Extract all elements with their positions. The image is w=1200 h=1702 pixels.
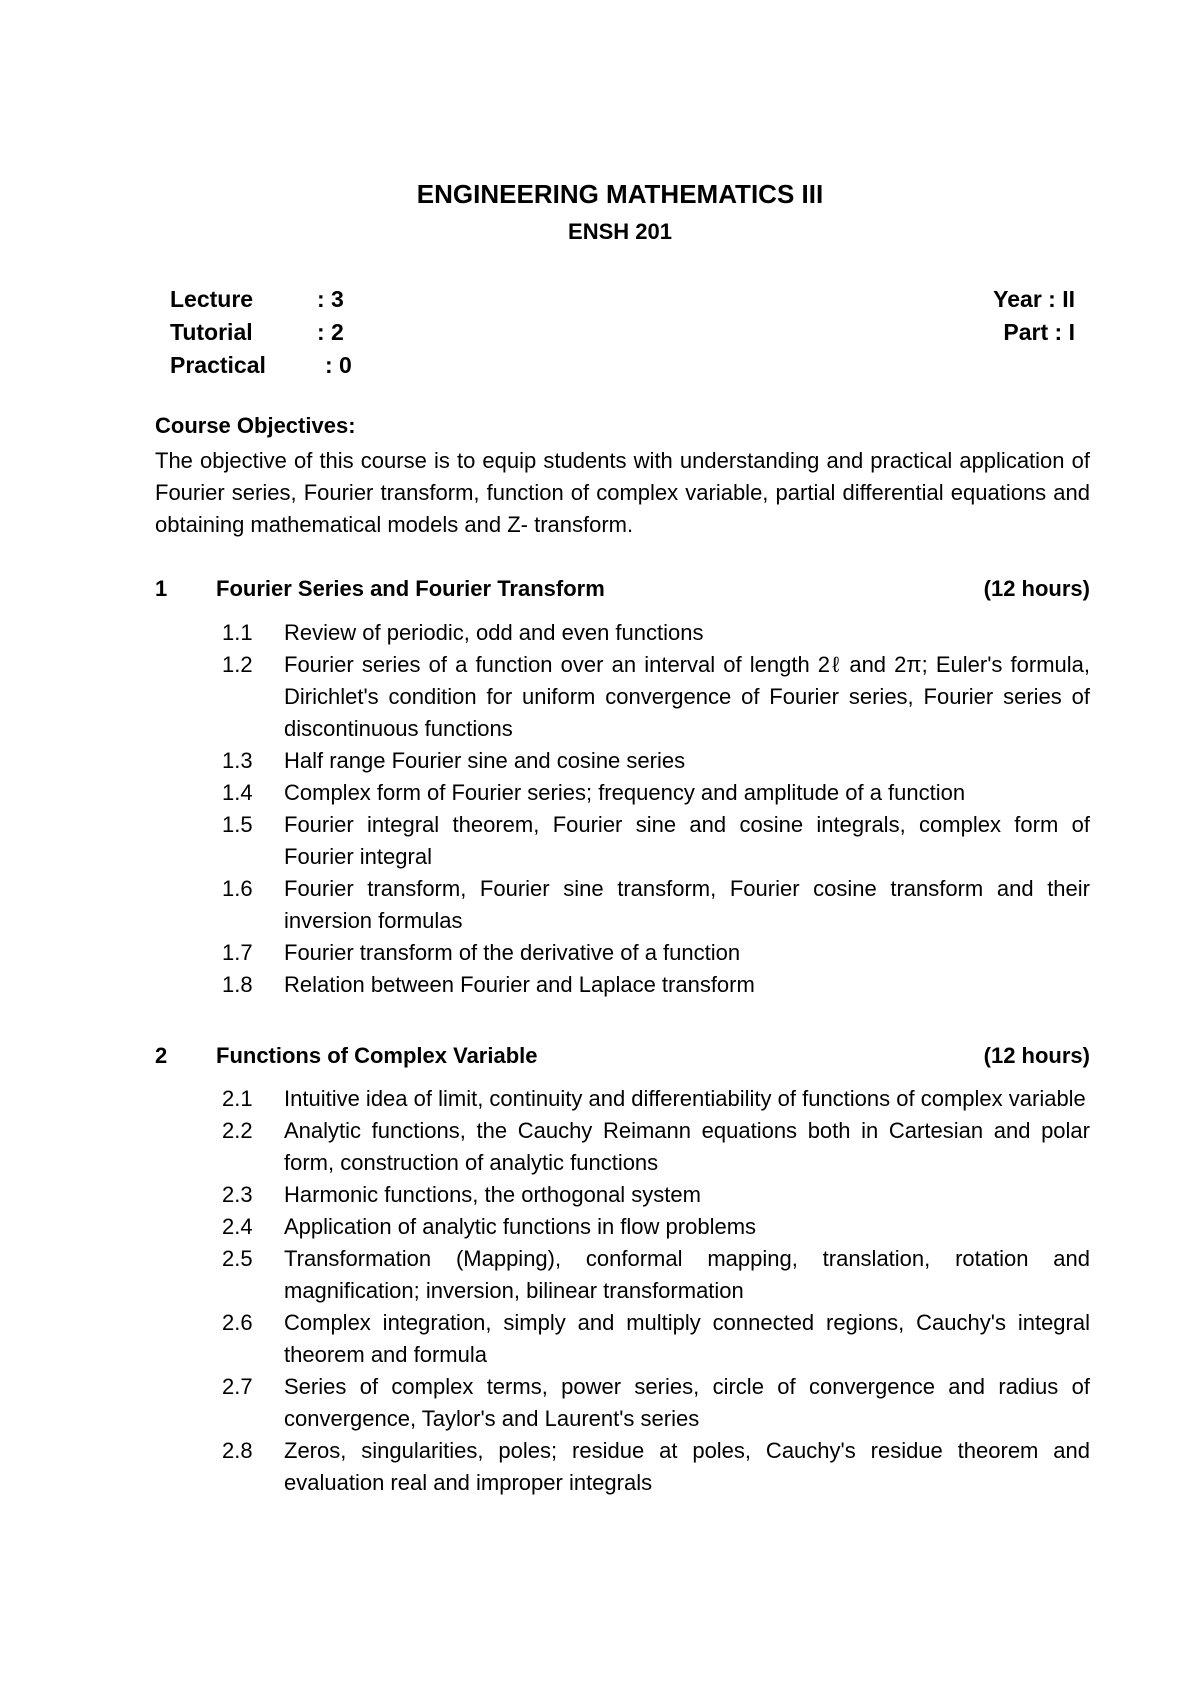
unit-items-list [222, 1083, 1090, 1499]
list-item [222, 969, 1090, 1001]
year-info: Year : II [993, 286, 1075, 312]
objectives-heading: Course Objectives: [155, 413, 356, 438]
list-item [222, 1179, 1090, 1211]
item-number: 2.4 [222, 1214, 253, 1239]
unit-title: Functions of Complex Variable [216, 1043, 538, 1068]
item-number: 2.7 [222, 1374, 253, 1399]
course-code: ENSH 201 [568, 219, 672, 244]
item-number: 2.2 [222, 1118, 253, 1143]
list-item [222, 777, 1090, 809]
item-number: 1.7 [222, 940, 253, 965]
item-number: 1.1 [222, 620, 253, 645]
list-item [222, 1435, 1090, 1499]
item-number: 1.2 [222, 652, 253, 677]
list-item [222, 809, 1090, 873]
list-item [222, 745, 1090, 777]
lecture-value: : 3 [317, 286, 344, 312]
part-info: Part : I [1003, 319, 1075, 345]
item-text: Transformation (Mapping), conformal mapping, translation, rotation and magnification; inversion, bilinear transformation [284, 1246, 1090, 1303]
item-number: 1.6 [222, 876, 253, 901]
item-text: Fourier transform of the derivative of a function [284, 940, 741, 965]
item-number: 2.6 [222, 1310, 253, 1335]
lecture-label: Lecture [170, 286, 254, 312]
item-text: Harmonic functions, the orthogonal system [284, 1182, 701, 1207]
list-item [222, 1371, 1090, 1435]
page-title: ENGINEERING MATHEMATICS III [416, 179, 824, 209]
item-number: 1.8 [222, 972, 253, 997]
item-number: 1.3 [222, 748, 253, 773]
practical-value: : 0 [325, 352, 352, 378]
item-text: Application of analytic functions in flow problems [284, 1214, 757, 1239]
item-text: Relation between Fourier and Laplace transform [284, 972, 755, 997]
item-number: 2.5 [222, 1246, 253, 1271]
tutorial-value: : 2 [317, 319, 344, 345]
unit-hours: (12 hours) [983, 576, 1090, 601]
item-text: Intuitive idea of limit, continuity and differentiability of functions of complex variable [284, 1086, 1086, 1111]
item-text: Analytic functions, the Cauchy Reimann equations both in Cartesian and polar form, construction of analytic functions [284, 1118, 1090, 1175]
tutorial-label: Tutorial [170, 319, 253, 345]
item-text: Fourier integral theorem, Fourier sine and cosine integrals, complex form of Fourier integral [284, 812, 1090, 869]
item-text: Fourier series of a function over an interval of length 2ℓ and 2π; Euler's formula, Dirichlet's condition for uniform convergence of Fourier series, Fourier series of discontinuous functions [284, 652, 1090, 741]
item-number: 1.5 [222, 812, 253, 837]
list-item [222, 617, 1090, 649]
item-text: Zeros, singularities, poles; residue at poles, Cauchy's residue theorem and evaluation real and improper integrals [284, 1438, 1090, 1495]
list-item [222, 937, 1090, 969]
unit-title: Fourier Series and Fourier Transform [216, 576, 605, 601]
list-item [222, 873, 1090, 937]
unit-number: 2 [155, 1043, 168, 1068]
item-text: Series of complex terms, power series, circle of convergence and radius of convergence, Taylor's and Laurent's series [284, 1374, 1090, 1431]
list-item [222, 1211, 1090, 1243]
list-item [222, 1307, 1090, 1371]
objectives-text: The objective of this course is to equip students with understanding and practical application of Fourier series, Fourier transform, function of complex variable, partial differential equations and obtaining mathematical models and Z- transform. [155, 448, 1090, 537]
item-text: Fourier transform, Fourier sine transform, Fourier cosine transform and their inversion formulas [284, 876, 1090, 933]
item-number: 1.4 [222, 780, 253, 805]
practical-label: Practical [170, 352, 266, 378]
item-text: Complex form of Fourier series; frequency and amplitude of a function [284, 780, 966, 805]
list-item [222, 1115, 1090, 1179]
list-item [222, 649, 1090, 745]
list-item [222, 1243, 1090, 1307]
item-number: 2.1 [222, 1086, 253, 1111]
item-text: Review of periodic, odd and even functions [284, 620, 704, 645]
item-text: Complex integration, simply and multiply connected regions, Cauchy's integral theorem and formula [284, 1310, 1090, 1367]
item-number: 2.8 [222, 1438, 253, 1463]
unit-items-list [222, 617, 1090, 1001]
list-item [222, 1083, 1090, 1115]
unit-hours: (12 hours) [983, 1043, 1090, 1068]
item-number: 2.3 [222, 1182, 253, 1207]
item-text: Half range Fourier sine and cosine series [284, 748, 686, 773]
unit-number: 1 [155, 576, 168, 601]
